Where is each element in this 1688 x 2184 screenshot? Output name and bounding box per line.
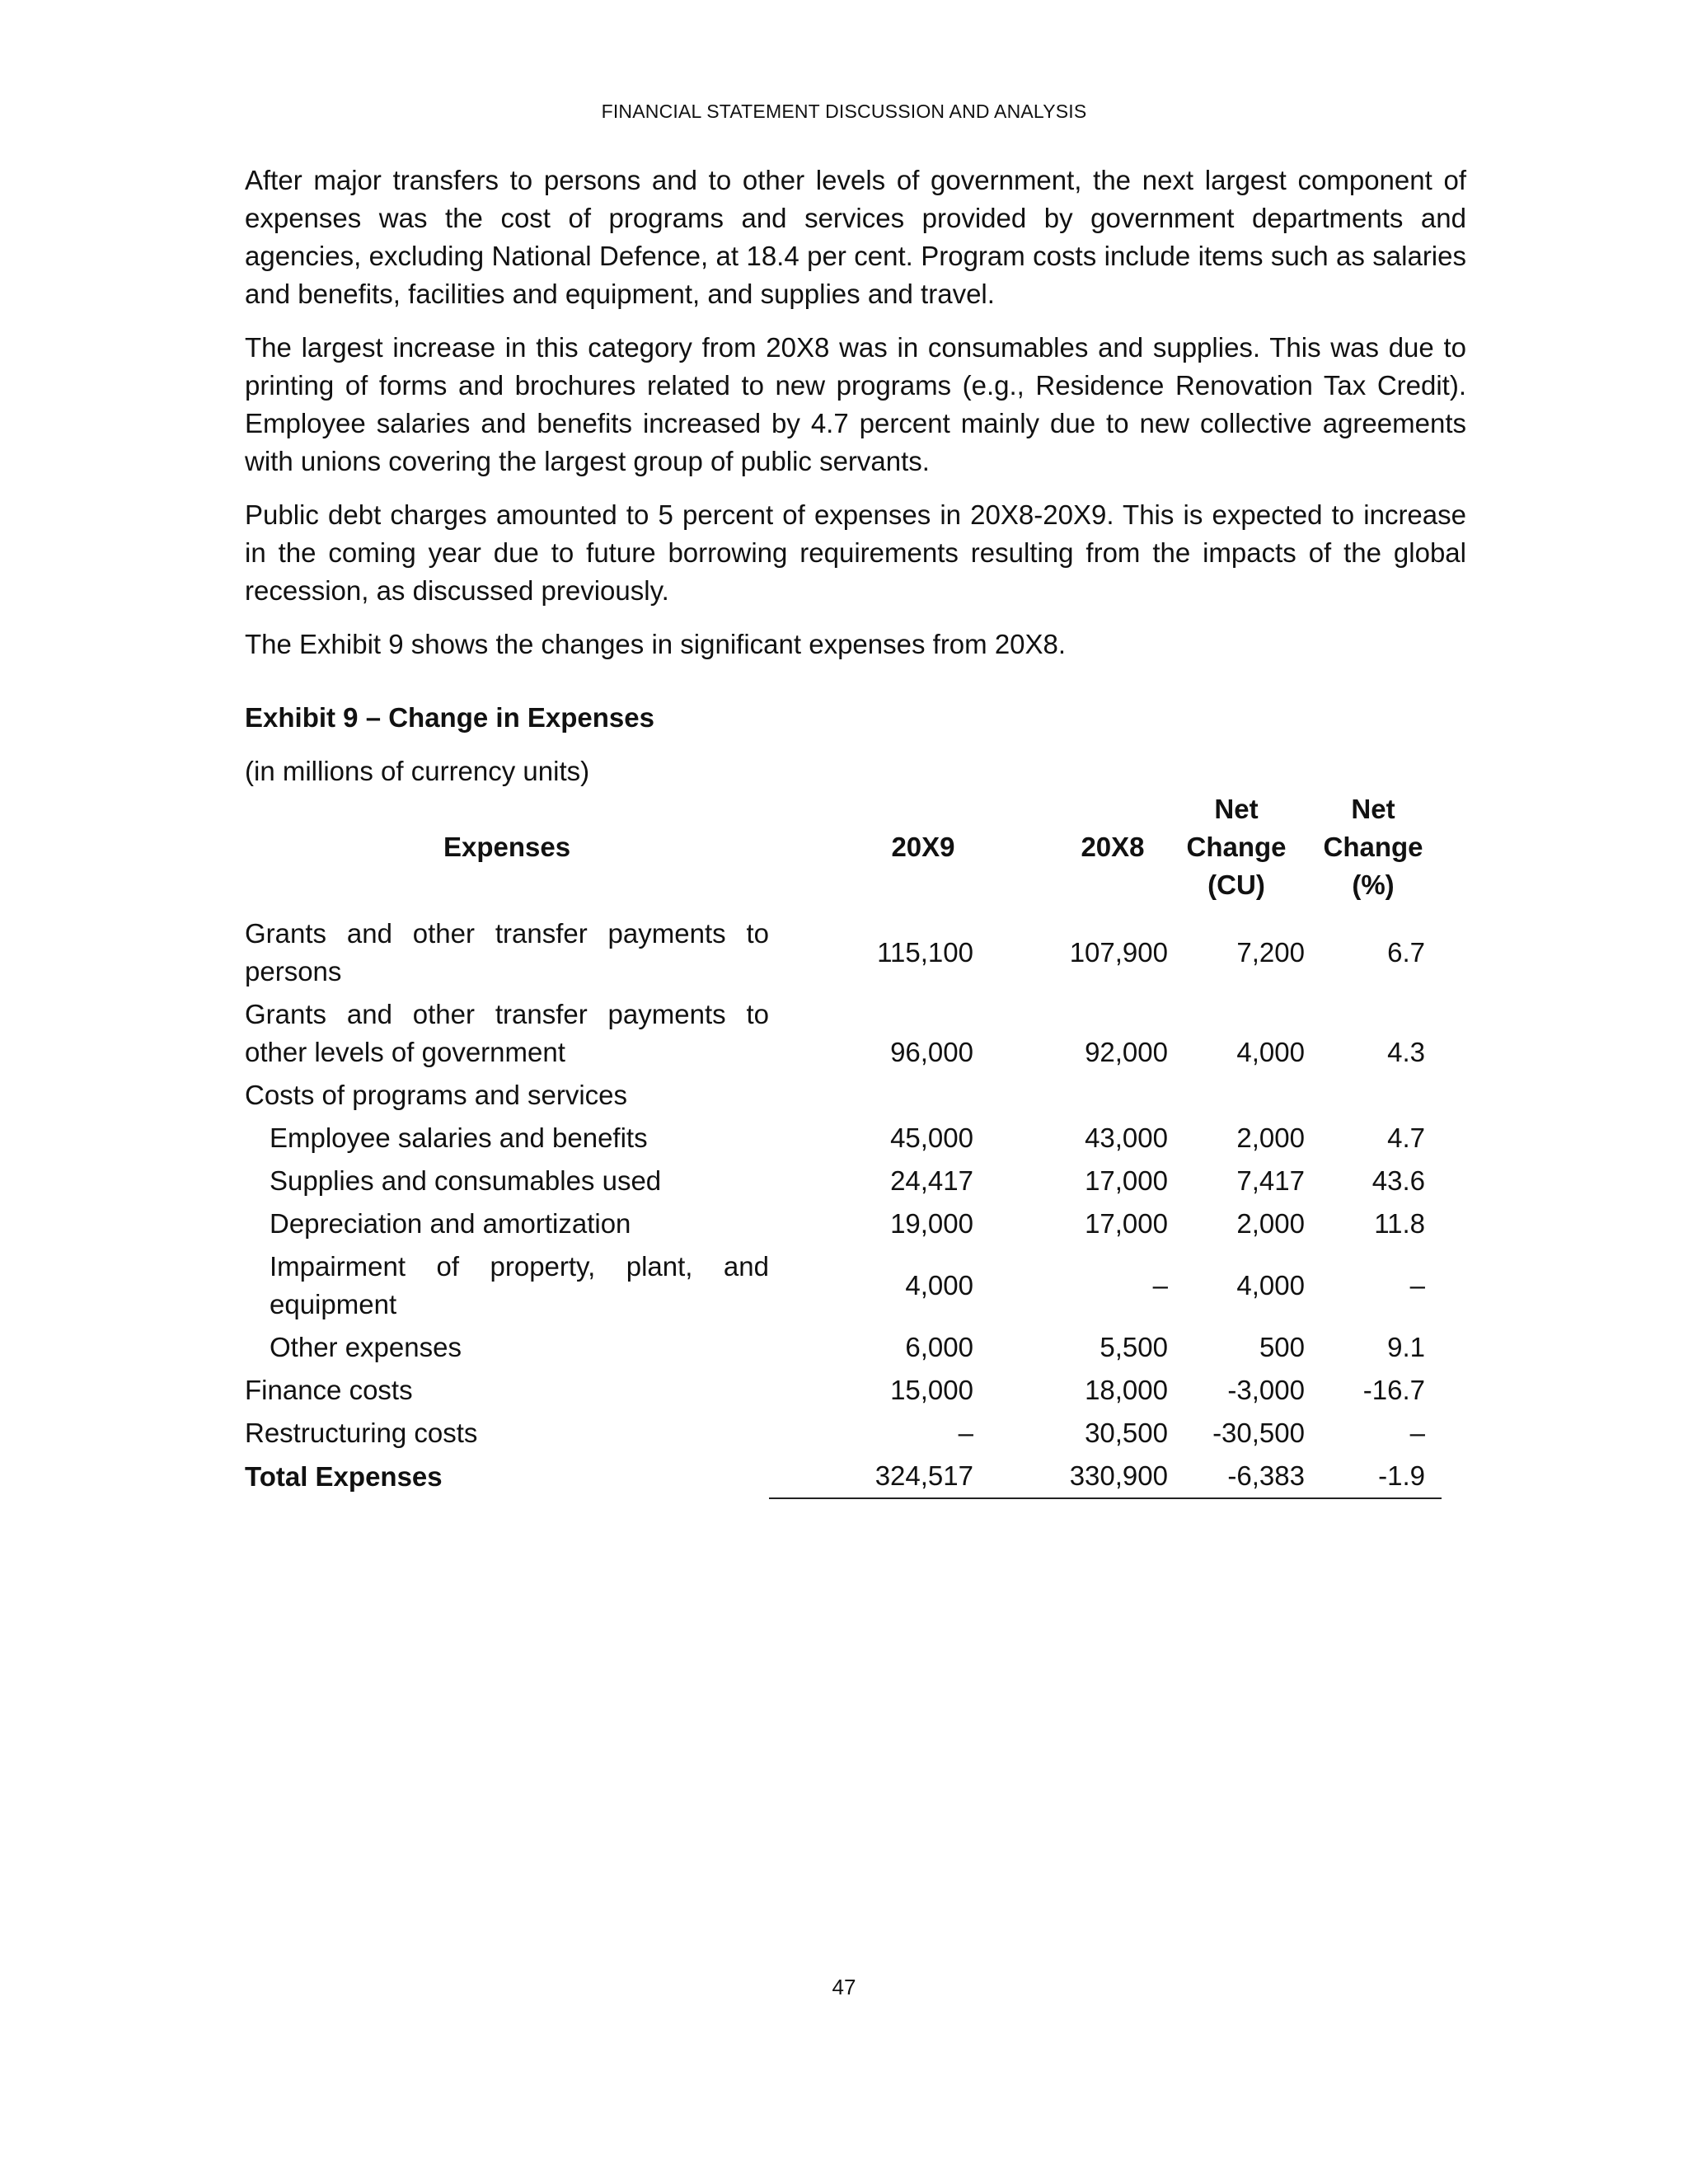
cell-20x8: 5,500: [1100, 1332, 1168, 1362]
page-body: [245, 162, 1466, 1499]
cell-net-change-cu: 4,000: [1236, 1037, 1305, 1067]
table-row: [245, 1117, 1442, 1160]
cell-net-change-pct: 4.7: [1387, 1122, 1425, 1153]
row-label: Other expenses: [270, 1332, 462, 1362]
row-label: Grants and other transfer payments to persons: [245, 918, 769, 987]
cell-20x8: 17,000: [1085, 1208, 1168, 1239]
cell-20x9: 15,000: [890, 1375, 973, 1405]
paragraph-3: Public debt charges amounted to 5 percent of expenses in 20X8-20X9. This is expected to increase in the coming year due to future borrowing requirements resulting from the impacts of the global recession, as discussed previously.: [245, 499, 1466, 606]
cell-net-change-cu: 2,000: [1236, 1208, 1305, 1239]
paragraph-4: The Exhibit 9 shows the changes in significant expenses from 20X8.: [245, 629, 1067, 659]
paragraph-2: The largest increase in this category from 20X8 was in consumables and supplies. This was due to printing of forms and brochures related to new programs (e.g., Residence Renovation Tax Credit). Employee salaries and benefits increased by 4.7 percent mainly due to new collective agreements with unions covering the largest group of public servants.: [245, 332, 1466, 476]
table-row: [245, 1412, 1442, 1455]
row-label: Restructuring costs: [245, 1418, 478, 1448]
cell-net-change-pct: [1305, 1074, 1442, 1117]
cell-20x8: 43,000: [1085, 1122, 1168, 1153]
cell-20x8: 17,000: [1085, 1165, 1168, 1196]
cell-net-change-pct: –: [1409, 1270, 1425, 1301]
cell-net-change-pct: 9.1: [1387, 1332, 1425, 1362]
row-label: Grants and other transfer payments to other levels of government: [245, 999, 769, 1067]
total-label: Total Expenses: [245, 1460, 443, 1492]
total-net-change-pct: -1.9: [1305, 1455, 1442, 1498]
table-row: [245, 1369, 1442, 1412]
table-row: [245, 1245, 1442, 1326]
column-header-expenses: Expenses: [443, 832, 571, 862]
cell-20x8: 18,000: [1085, 1375, 1168, 1405]
column-header-20x8: 20X8: [1081, 832, 1145, 862]
cell-20x9: 45,000: [890, 1122, 973, 1153]
table-row: [245, 1074, 1442, 1117]
cell-20x9: [769, 1074, 973, 1117]
cell-net-change-cu: 7,200: [1236, 937, 1305, 968]
cell-net-change-pct: 4.3: [1387, 1037, 1425, 1067]
running-header: FINANCIAL STATEMENT DISCUSSION AND ANALYSIS: [601, 101, 1087, 122]
table-row: [245, 993, 1442, 1074]
cell-net-change-cu: 500: [1259, 1332, 1305, 1362]
cell-net-change-pct: -16.7: [1362, 1375, 1425, 1405]
cell-net-change-pct: 11.8: [1374, 1208, 1425, 1239]
cell-20x9: –: [958, 1418, 973, 1448]
total-20x9: 324,517: [769, 1455, 973, 1498]
cell-20x9: 96,000: [890, 1037, 973, 1067]
page-number: 47: [832, 1975, 856, 1999]
cell-20x8: 92,000: [1085, 1037, 1168, 1067]
cell-net-change-cu: 7,417: [1236, 1165, 1305, 1196]
row-label: Finance costs: [245, 1375, 413, 1405]
column-header-net-change-pct: Net Change (%): [1323, 794, 1423, 900]
exhibit-title: Exhibit 9 – Change in Expenses: [245, 702, 654, 733]
cell-20x9: 115,100: [877, 937, 973, 968]
total-20x8: 330,900: [973, 1455, 1168, 1498]
cell-20x9: 6,000: [905, 1332, 973, 1362]
paragraph-1: After major transfers to persons and to other levels of government, the next largest component of expenses was the cost of programs and services provided by government departments and agencies, excluding National Defence, at 18.4 per cent. Program costs include items such as salaries and benefits, facilities and equipment, and supplies and travel.: [245, 165, 1466, 309]
table-row: [245, 912, 1442, 993]
table-header-row: [245, 790, 1442, 912]
table-row: [245, 1326, 1442, 1369]
cell-20x8: [973, 1074, 1168, 1117]
cell-net-change-cu: -3,000: [1227, 1375, 1305, 1405]
row-label: Costs of programs and services: [245, 1080, 628, 1110]
cell-20x9: 24,417: [890, 1165, 973, 1196]
row-label: Supplies and consumables used: [270, 1165, 662, 1196]
cell-net-change-pct: 43.6: [1372, 1165, 1425, 1196]
cell-20x8: –: [1152, 1270, 1168, 1301]
cell-20x8: 30,500: [1085, 1418, 1168, 1448]
cell-20x9: 4,000: [905, 1270, 973, 1301]
row-label: Depreciation and amortization: [270, 1208, 631, 1239]
cell-net-change-cu: [1168, 1074, 1305, 1117]
cell-20x8: 107,900: [1069, 937, 1168, 968]
expenses-table: [245, 790, 1442, 1499]
cell-20x9: 19,000: [890, 1208, 973, 1239]
cell-net-change-cu: -30,500: [1212, 1418, 1305, 1448]
column-header-20x9: 20X9: [891, 832, 955, 862]
total-net-change-cu: -6,383: [1168, 1455, 1305, 1498]
column-header-net-change-cu: Net Change (CU): [1186, 794, 1287, 900]
table-row: [245, 1160, 1442, 1202]
table-row: [245, 1202, 1442, 1245]
row-label: Employee salaries and benefits: [270, 1122, 648, 1153]
exhibit-unit-note: (in millions of currency units): [245, 756, 590, 786]
cell-net-change-pct: –: [1409, 1418, 1425, 1448]
cell-net-change-cu: 4,000: [1236, 1270, 1305, 1301]
cell-net-change-pct: 6.7: [1387, 937, 1425, 968]
table-total-row: [245, 1455, 1442, 1498]
row-label: Impairment of property, plant, and equipment: [270, 1251, 769, 1319]
cell-net-change-cu: 2,000: [1236, 1122, 1305, 1153]
